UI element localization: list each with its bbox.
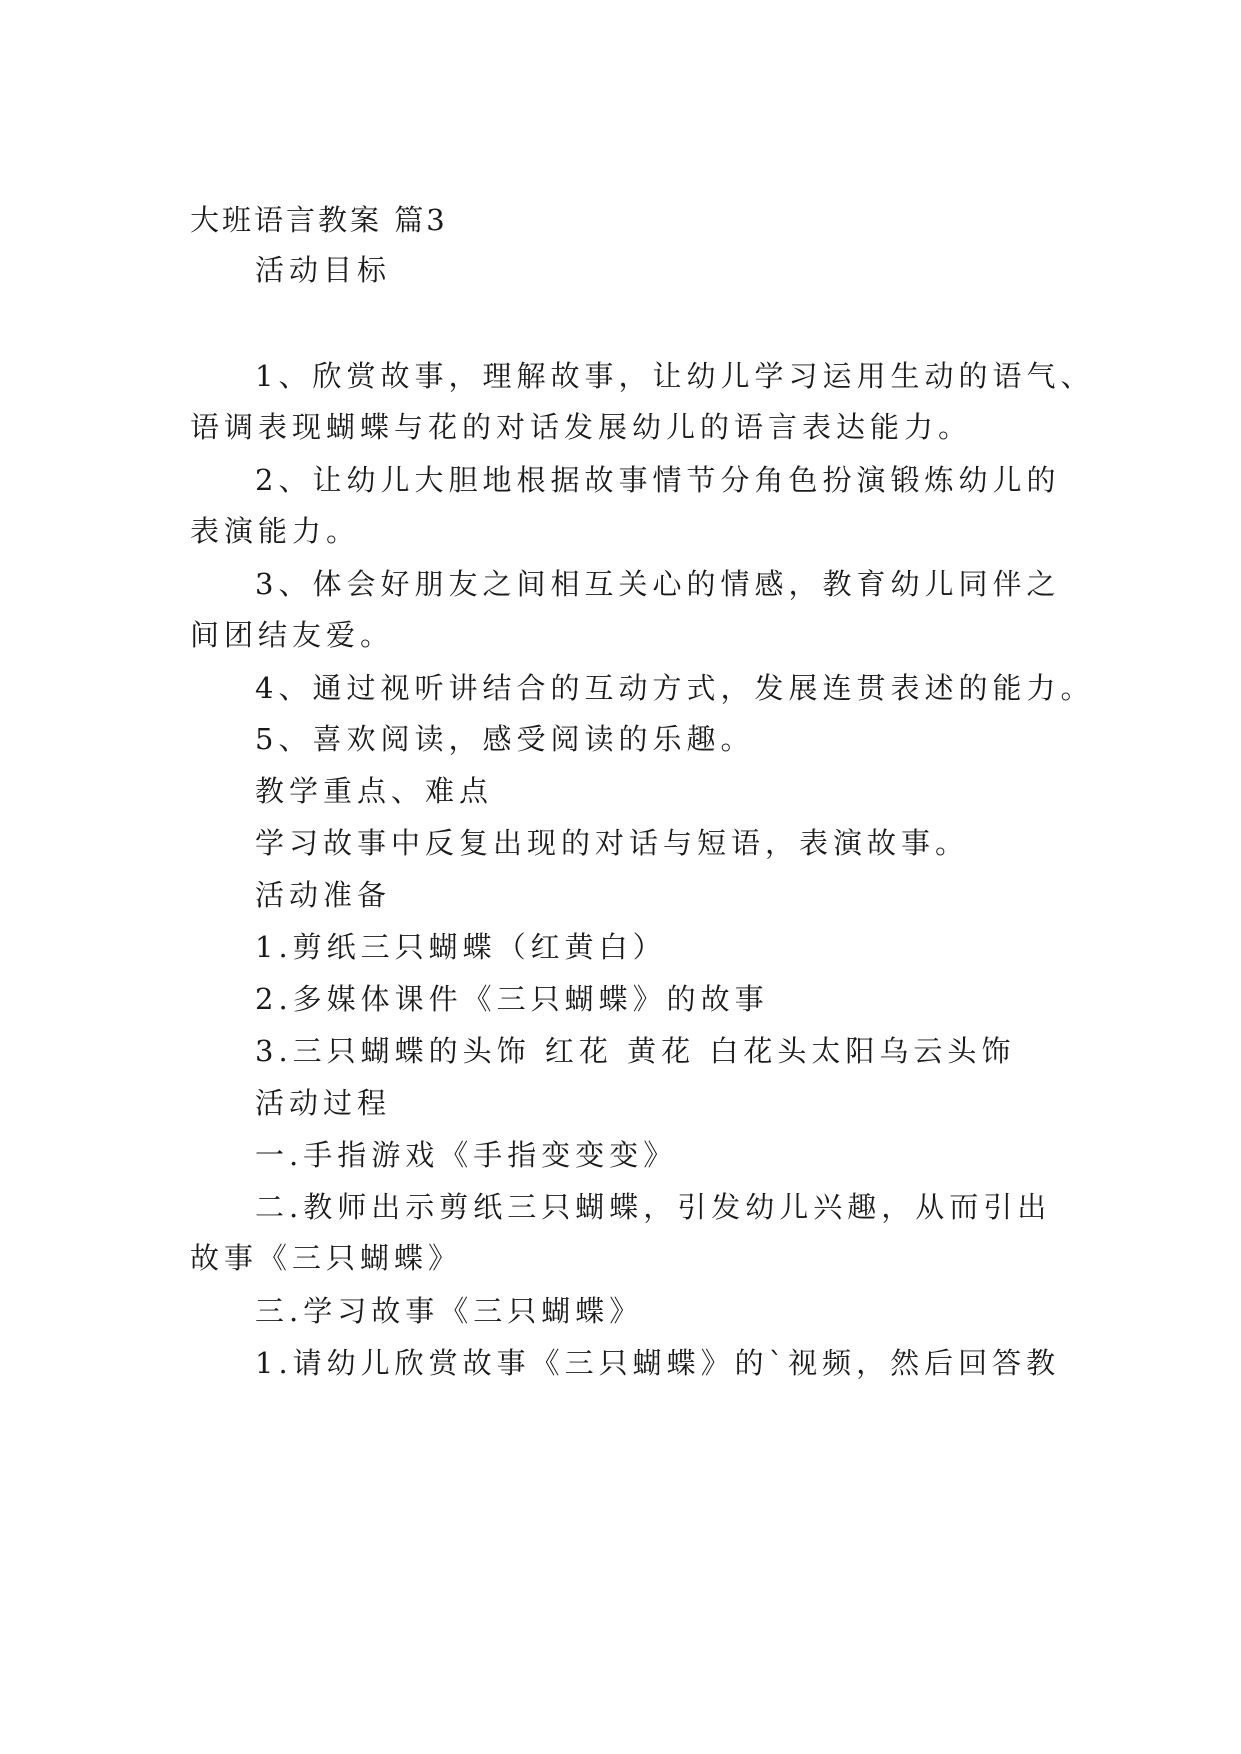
section-heading-focus: 教学重点、难点 [255, 774, 494, 808]
goal-5: 5、喜欢阅读，感受阅读的乐趣。 [255, 722, 755, 756]
prep-item-3: 3.三只蝴蝶的头饰 红花 黄花 白花头太阳乌云头饰 [255, 1034, 1016, 1068]
prep-item-2: 2.多媒体课件《三只蝴蝶》的故事 [255, 982, 769, 1016]
goal-1-line-2: 语调表现蝴蝶与花的对话发展幼儿的语言表达能力。 [190, 410, 973, 444]
goal-1-line-1: 1、欣赏故事，理解故事，让幼儿学习运用生动的语气、 [255, 359, 1095, 393]
process-step-1: 一.手指游戏《手指变变变》 [255, 1138, 678, 1172]
process-step-2-line-2: 故事《三只蝴蝶》 [190, 1241, 463, 1275]
prep-item-1: 1.剪纸三只蝴蝶（红黄白） [255, 930, 667, 964]
goal-3-line-2: 间团结友爱。 [190, 618, 395, 652]
section-heading-goals: 活动目标 [255, 253, 392, 287]
goal-4: 4、通过视听讲结合的互动方式，发展连贯表述的能力。 [255, 671, 1095, 705]
section-heading-process: 活动过程 [255, 1086, 392, 1120]
focus-text: 学习故事中反复出现的对话与短语，表演故事。 [255, 826, 970, 860]
goal-3-line-1: 3、体会好朋友之间相互关心的情感，教育幼儿同伴之 [255, 567, 1061, 601]
section-heading-preparation: 活动准备 [255, 878, 392, 912]
process-step-2-line-1: 二.教师出示剪纸三只蝴蝶，引发幼儿兴趣，从而引出 [255, 1190, 1052, 1224]
process-step-3-sub-1: 1.请幼儿欣赏故事《三只蝴蝶》的`视频，然后回答教 [255, 1346, 1061, 1380]
process-step-3: 三.学习故事《三只蝴蝶》 [255, 1294, 644, 1328]
goal-2-line-1: 2、让幼儿大胆地根据故事情节分角色扮演锻炼幼儿的 [255, 463, 1061, 497]
document-title: 大班语言教案 篇3 [190, 203, 448, 237]
goal-2-line-2: 表演能力。 [190, 514, 361, 548]
